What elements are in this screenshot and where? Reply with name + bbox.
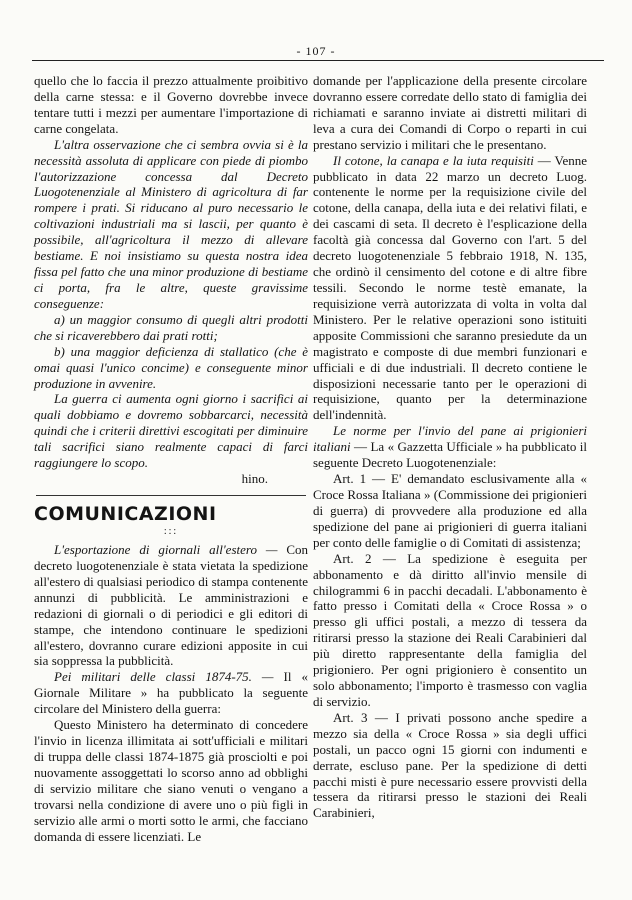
article-3: Art. 3 — I privati possono anche spedire a mezzo sia della « Croce Rossa » sia degli uffici postali, un pacco ogni 15 giorni con indumenti e derrate, escluso pane. Per la spedizione di detti pacchi misti è pure necessario essere provvisti della tessera da ritirarsi presso le stazioni dei Reali Carabinieri, — [313, 709, 587, 821]
page-number: - 107 - — [296, 44, 336, 58]
paragraph: b) una maggior deficienza di stallatico (che è omai quasi l'unico concime) e conseguente minor produzione in avvenire. — [34, 343, 308, 391]
paragraph: quello che lo faccia il prezzo attualmente proibitivo della carne stessa: e il Governo dovrebbe invece tentare tutti i mezzi per aumentare l'importazione di carne congelata. — [34, 73, 308, 136]
header-rule — [32, 60, 604, 61]
signature: hino. — [241, 471, 268, 487]
news-item — [34, 669, 308, 717]
news-heading: L'esportazione di giornali all'estero — — [54, 541, 278, 557]
paragraph: a) un maggior consumo di quegli altri prodotti che si ricaverebbero dai prati rotti; — [34, 311, 308, 343]
section-divider — [36, 495, 306, 496]
news-heading: Pei militari delle classi 1874-75. — — [54, 669, 274, 685]
section-title: COMUNICAZIONI — [34, 502, 217, 525]
article-1: Art. 1 — E' demandato esclusivamente alla « Croce Rossa Italiana » (Commissione dei prigionieri di guerra) di provvedere alla produzione ed alla spedizione del pane ai prigionieri di guerra italiani per conto delle famiglie o di Comitati di assistenza; — [313, 471, 587, 550]
left-column — [34, 73, 308, 844]
news-body: — La « Gazzetta Ufficiale » ha pubblicato il seguente Decreto Luogotenenziale: — [313, 439, 587, 471]
section-ornament: ::: — [163, 525, 179, 537]
paragraph: La guerra ci aumenta ogni giorno i sacrifici ai quali dobbiamo e dovremo sobbarcarci, necessità quindi che i criterii direttivi escogitati per diminuire tali sacrifici siano realmente capaci di farci raggiungere lo scopo. — [34, 391, 308, 471]
news-body: Con decreto luogotenenziale è stata vietata la spedizione all'estero di qualsiasi periodico di stampa contenente annunzi di pubblicità. Le amministrazioni e redazioni di giornali o di periodici e gli editori di stampe, che intendono continuare le spedizioni all'estero, dovranno curare edizioni apposite in cui sia soppressa la pubblicità. — [34, 541, 308, 669]
article-2: Art. 2 — La spedizione è eseguita per abbonamento e dà diritto all'invio mensile di chilogrammi 6 in pacchi decadali. L'abbonamento è fatto presso i Comitati della « Croce Rossa » o presso gli uffici postali, a mezzo di tessera da ritirarsi presso la stazione dei Reali Carabinieri dal più diretto rappresentante della famiglia del prigioniero. Per ogni prigioniero è consentito un solo abbonamento; l'importo è trasmesso con vaglia di servizio. — [313, 550, 587, 709]
news-heading: Le norme per l'invio del pane ai prigionieri italiani — [313, 423, 587, 455]
paragraph: L'altra osservazione che ci sembra ovvia si è la necessità assoluta di applicare con piede di piombo l'autorizzazione concessa dal Decreto Luogotenenziale al Ministero di agricoltura di far rompere i prati. Si riducano al puro necessario le coltivazioni industriali ma si lascii, per quanto è possibile, all'agricoltura il mezzo di allevare bestiame. E noi insistiamo su questa nostra idea fissa pel fatto che una minor produzione di bestiame ci porta, fra le altre, queste gravissime conseguenze: — [34, 136, 308, 311]
right-column — [313, 73, 587, 821]
paragraph: Questo Ministero ha determinato di concedere l'invio in licenza illimitata ai sott'ufficiali e militari di truppa delle classi 1874-1875 già prosciolti e poi nuovamente assoggettati lo scorso anno ad obblighi di servizio militare che siano venuti o vengano a trovarsi nella condizione di avere uno o più figli in servizio alle armi o morti sotto le armi, che facciano domanda di essere licenziati. Le — [34, 717, 308, 844]
news-body: Il « Giornale Militare » ha pubblicato la seguente circolare del Ministero della guerra: — [34, 669, 309, 717]
news-item — [313, 153, 587, 424]
news-item — [313, 423, 587, 471]
news-item — [34, 542, 308, 669]
news-heading: Il cotone, la canapa e la iuta requisiti — [333, 152, 534, 168]
news-body: — Venne pubblicato in data 22 marzo un decreto Luog. contenente le norme per la requisizione civile del cotone, della canapa, della iuta e dei relativi filati, e dei cascami di seta. Il decreto è l'esplicazione della facoltà già concessa dal Governo con l'art. 5 del decreto luogotenenziale 5 febbraio 1918, N. 135, che ordinò il censimento del cotone e di altre fibre tessili. Secondo le norme testè emanate, la requisizione verrà autorizzata di volta in volta dal Ministero. Per le relative operazioni sono istituiti apposite Commissioni che saranno presiedute da un magistrato e composte di due membri funzionari e ufficiali e di due industriali. Il decreto contiene le disposizioni necessarie tanto per le operazioni di requisizione, quanto per la determinazione dell'indennità. — [313, 152, 587, 423]
paragraph: domande per l'applicazione della presente circolare dovranno essere corredate dello stato di famiglia dei richiamati e saranno inviate ai distretti militari di leva a cura dei Comandi di Corpo o reparti in cui prestano servizio i militari che le presentano. — [313, 73, 587, 152]
